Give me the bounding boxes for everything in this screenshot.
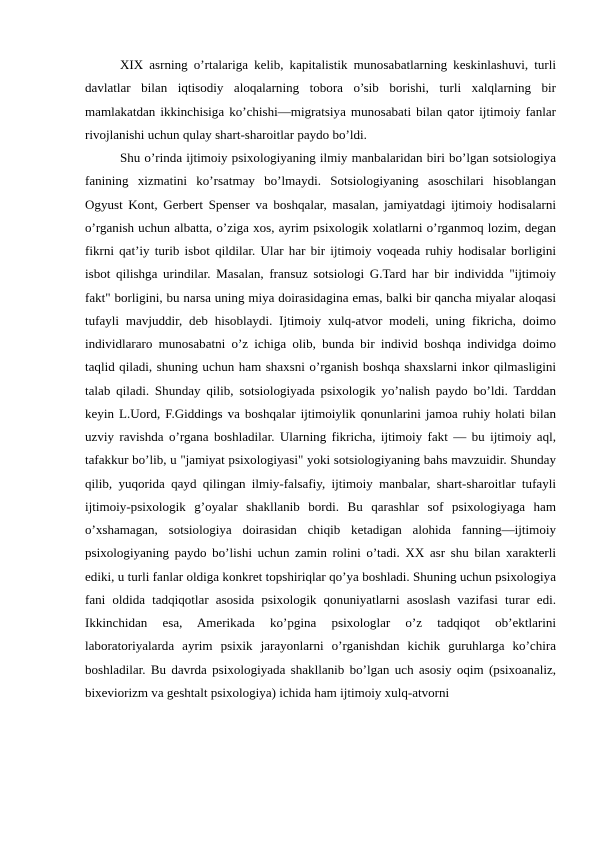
paragraph-intro: XIX asrning o’rtalariga kelib, kapitalistik munosabatlarning keskinlashuvi, turli davlatlar bilan iqtisodiy aloqalarning tobora o’sib borishi, turli xalqlarning bir mamlakatdan ikkinchisiga ko’chishi—migratsiya munosabati bilan qator ijtimoiy fanlar rivojlanishi uchun qulay shart-sharoitlar paydo bo’ldi. (85, 57, 556, 142)
paragraph-sociology: Shu o’rinda ijtimoiy psixologiyaning ilmiy manbalaridan biri bo’lgan sotsiologiya fanining xizmatini ko’rsatmay bo’lmaydi. Sotsiologiyaning asoschilari hisoblangan Ogyust Kont, Gerbert Spenser va boshqalar, masalan, jamiyatdagi ijtimoiy hodisalarni o’rganish uchun albatta, o’ziga xos, ayrim psixologik xolatlarni o’rganmoq lozim, degan fikrni qat’iy turib isbot qildilar. Ular har bir ijtimoiy voqeada ruhiy hodisalar borligini isbot qilishga urindilar. Masalan, fransuz sotsiologi G.Tard har bir individda "ijtimoiy fakt" borligini, bu narsa uning miya doirasidagina emas, balki bir qancha miyalar aloqasi tufayli mavjuddir, deb hisoblaydi. Ijtimoiy xulq-atvor modeli, uning fikricha, doimo individlararo munosabatni o’z ichiga olib, bunda bir individ boshqa individga doimo taqlid qiladi, shuning uchun ham shaxsni o’rganish boshqa shaxslarni inkor qilmasligini talab qiladi. Shunday qilib, sotsiologiyada psixologik yo’nalish paydo bo’ldi. Tarddan keyin L.Uord, F.Giddings va boshqalar ijtimoiylik qonunlarini jamoa ruhiy holati bilan uzviy ravishda o’rgana boshladilar. Ularning fikricha, ijtimoiy fakt — bu ijtimoiy aql, tafakkur bo’lib, u "jamiyat psixologiyasi" yoki sotsiologiyaning bahs mavzuidir. Shunday qilib, yuqorida qayd qilingan ilmiy-falsafiy, ijtimoiy manbalar, shart-sharoitlar tufayli ijtimoiy-psixologik g’oyalar shakllanib bordi. Bu qarashlar sof psixologiyaga ham o’xshamagan, sotsiologiya doirasidan chiqib ketadigan alohida fanning—ijtimoiy psixologiyaning paydo bo’lishi uchun zamin rolini o’tadi. XX asr shu bilan xarakterli ediki, u turli fanlar oldiga konkret topshiriqlar qo’ya boshladi. Shuning uchun psixologiya fani oldida tadqiqotlar asosida psixologik qonuniyatlarni asoslash vazifasi turar edi. Ikkinchidan esa, Amerikada ko’pgina psixologlar o’z tadqiqot ob’ektlarini laboratoriyalarda ayrim psixik jarayonlarni o’rganishdan kichik guruhlarga ko’chira boshladilar. Bu davrda psixologiyada shakllanib bo’lgan uch asosiy oqim (psixoanaliz, bixeviorizm va geshtalt psixologiya) ichida ham ijtimoiy xulq-atvorni (85, 150, 556, 700)
document-page (85, 53, 556, 704)
